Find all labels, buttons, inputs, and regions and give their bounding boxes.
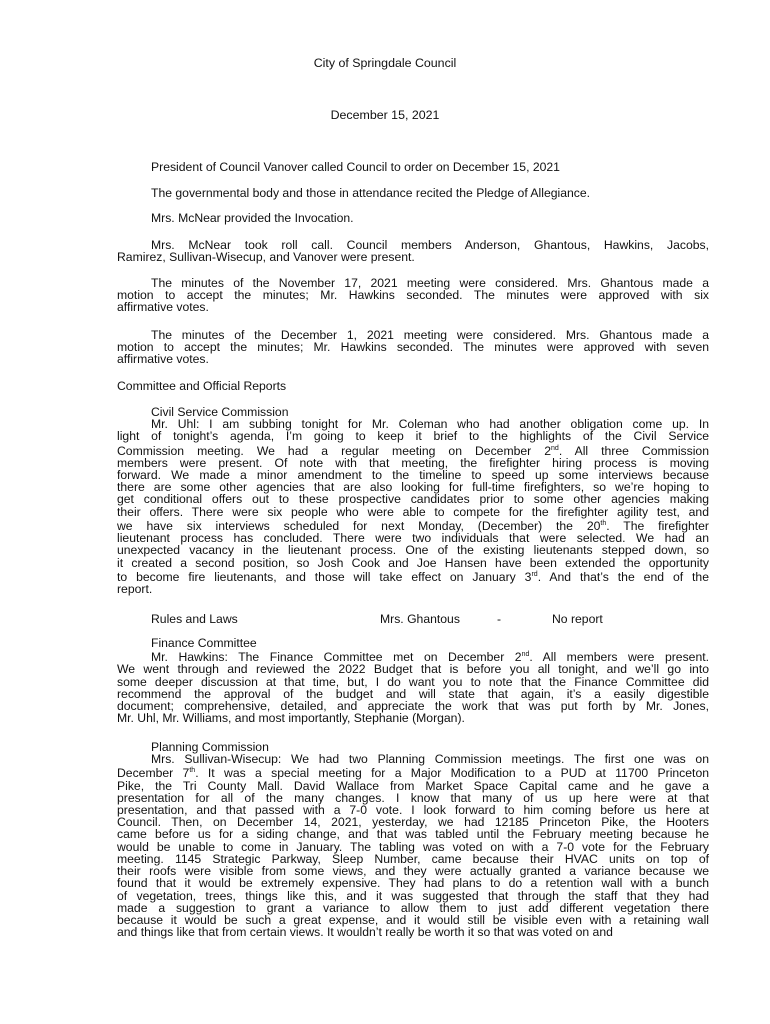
text-line: of vegetation, trees, things like this, and it was suggested that through the staff that they had xyxy=(117,888,709,903)
call-to-order: President of Council Vanover called Council to order on December 15, 2021 xyxy=(151,160,560,174)
text-line: document; comprehensive, detailed, and appreciate the work that was put forth by Mr. Jones, xyxy=(117,699,709,714)
invocation-statement: Mrs. McNear provided the Invocation. xyxy=(151,211,354,225)
minutes-nov-paragraph xyxy=(117,277,709,314)
text-segment: . It was a special meeting for a Major Modification to a PUD at 11700 Princeton xyxy=(195,766,709,781)
planning-section xyxy=(117,741,709,938)
text-line: Mrs. McNear took roll call. Council members Anderson, Ghantous, Hawkins, Jacobs, xyxy=(151,238,709,252)
text-line: some deeper discussion at that time, but, I do want you to note that the Finance Committee did xyxy=(117,674,709,689)
text-line: Pike, the Tri County Mall. David Wallace from Market Space Capital came and he gave a xyxy=(117,778,709,793)
superscript: th xyxy=(189,767,196,775)
text-line: members were present. Of note with that meeting, the firefighter hiring process is moving xyxy=(117,455,709,470)
text-line xyxy=(117,518,709,532)
committee-reports-heading: Committee and Official Reports xyxy=(117,379,287,393)
text-segment: . All three Commission xyxy=(558,443,709,458)
text-line: unexpected vacancy in the lieutenant process. One of the existing lieutenants stepped down, so xyxy=(117,543,709,558)
text-segment: . And that’s the end of the xyxy=(537,569,709,584)
finance-section xyxy=(117,637,709,724)
pledge-statement: The governmental body and those in attendance recited the Pledge of Allegiance. xyxy=(151,186,591,200)
text-line: The minutes of the November 17, 2021 meeting were considered. Mrs. Ghantous made a xyxy=(151,276,709,290)
text-segment: Commission meeting. We had a regular meeting on December 2 xyxy=(117,443,552,458)
text-segment: . All members were present. xyxy=(529,650,709,665)
section-heading: Civil Service Commission xyxy=(151,405,289,419)
superscript: nd xyxy=(551,444,559,452)
text-line: We went through and reviewed the 2022 Budget that is before you all tonight, and we’ll go into xyxy=(117,662,709,677)
text-line: came before us for a siding change, and that was tabled until the February meeting because he xyxy=(117,827,709,842)
section-heading: Planning Commission xyxy=(151,740,269,754)
text-line: light of tonight’s agenda, I’m going to keep it brief to the highlights of the Civil Service xyxy=(117,429,709,444)
rules-laws-status: No report xyxy=(552,612,603,626)
text-line: report. xyxy=(117,582,153,597)
text-line: affirmative votes. xyxy=(117,300,209,315)
rules-laws-label: Rules and Laws xyxy=(151,612,238,626)
text-segment: December 7 xyxy=(117,766,190,781)
text-line: The minutes of the December 1, 2021 meeting were considered. Mrs. Ghantous made a xyxy=(151,328,709,342)
text-line: made a suggestion to grant a variance to allow them to just add different vegetation there xyxy=(117,900,709,915)
text-line: it created a second position, so Josh Cook and Joe Hansen have been extended the opportunity xyxy=(117,555,709,570)
text-line: lieutenant process has concluded. There were two individuals that were selected. We had an xyxy=(117,531,709,546)
minutes-dec-paragraph xyxy=(117,329,709,366)
text-line xyxy=(117,443,709,457)
rules-laws-member: Mrs. Ghantous xyxy=(380,612,460,626)
text-line xyxy=(117,765,709,779)
text-line: and things like that from certain views. It wouldn’t really be worth it so that was voted on and xyxy=(117,925,613,940)
superscript: rd xyxy=(531,570,538,578)
meeting-date: December 15, 2021 xyxy=(330,108,440,122)
text-line: Mr. Uhl: I am subbing tonight for Mr. Coleman who had another obligation come up. In xyxy=(151,417,709,432)
document-title: City of Springdale Council xyxy=(313,56,457,70)
text-line xyxy=(117,649,709,663)
section-heading: Finance Committee xyxy=(151,636,257,650)
text-line: presentation for all of the many changes. I know that many of us up here were at that xyxy=(117,790,709,805)
roll-call-paragraph xyxy=(117,239,709,263)
superscript: nd xyxy=(521,651,530,659)
text-line: get conditional offers out to these prospective candidates prior to some other agencies making xyxy=(117,492,709,507)
text-line: recommend the approval of the budget and will state that again, it’s a easily digestible xyxy=(117,686,709,701)
text-segment: we have six interviews scheduled for next Monday, (December) the 20 xyxy=(117,518,601,533)
civil-service-section xyxy=(117,406,709,595)
text-line: found that it would be extremely expensive. They had plans to do a retention wall with a bunch xyxy=(117,876,709,891)
text-line: there are some other agencies that are also looking for full-time firefighters, so we’re hoping to xyxy=(117,480,709,495)
text-line: presentation, and that passed with a 7-0 vote. I look forward to him coming before us here at xyxy=(117,803,709,818)
text-line: meeting. 1145 Strategic Parkway, Sleep Number, came because their HVAC units on top of xyxy=(117,851,709,866)
text-line: Mrs. Sullivan-Wisecup: We had two Planning Commission meetings. The first one was on xyxy=(151,752,709,767)
text-segment: to become fire lieutenants, and those will take effect on January 3 xyxy=(117,569,532,584)
text-line: affirmative votes. xyxy=(117,352,209,367)
text-line xyxy=(117,569,709,583)
text-line: would be unable to come in January. The tabling was voted on with a 7-0 vote for the February xyxy=(117,839,709,854)
text-line: Mr. Uhl, Mr. Williams, and most importantly, Stephanie (Morgan). xyxy=(117,711,465,726)
text-line: forward. We made a minor amendment to the timeline to speed up some interviews because xyxy=(117,468,709,483)
text-line: their offers. There were six people who were able to compete for the firefighter agility test, and xyxy=(117,504,709,519)
text-line: because it would be such a great expense, and it would still be visible even with a retaining wall xyxy=(117,912,709,927)
text-line: their roofs were visible from some views, and they were actually granted a variance because we xyxy=(117,864,709,879)
text-line: motion to accept the minutes; Mr. Hawkins seconded. The minutes were approved with seven xyxy=(117,340,709,355)
rules-laws-dash: - xyxy=(497,612,502,626)
text-line: Council. Then, on December 14, 2021, yesterday, we had 12185 Princeton Pike, the Hooters xyxy=(117,815,709,830)
text-segment: Mr. Hawkins: The Finance Committee met on December 2 xyxy=(151,650,522,665)
text-segment: . The firefighter xyxy=(606,518,709,533)
text-line: motion to accept the minutes; Mr. Hawkins seconded. The minutes were approved with six xyxy=(117,288,709,303)
text-line: Ramirez, Sullivan-Wisecup, and Vanover were present. xyxy=(117,250,415,265)
superscript: th xyxy=(600,519,607,527)
